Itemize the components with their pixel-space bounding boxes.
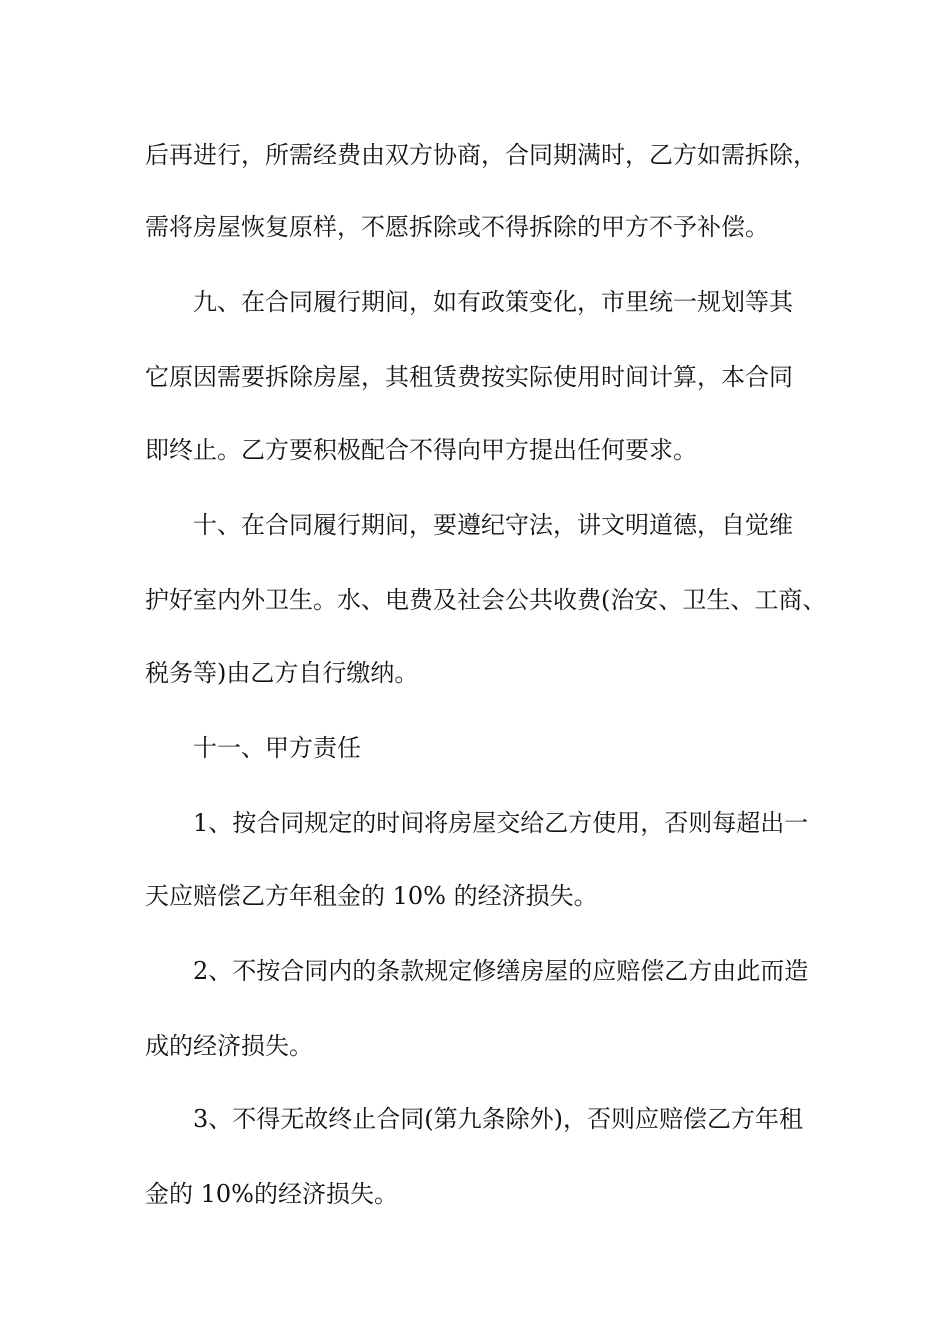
text-line: 金的 10%的经济损失。 (145, 1180, 398, 1208)
text-line: 成的经济损失。 (145, 1032, 313, 1060)
item-3-line: 3、不得无故终止合同(第九条除外)，否则应赔偿乙方年租 (193, 1105, 803, 1133)
text-line: 需将房屋恢复原样，不愿拆除或不得拆除的甲方不予补偿。 (145, 213, 769, 241)
text-line: 天应赔偿乙方年租金的 10% 的经济损失。 (145, 882, 598, 910)
text-line: 它原因需要拆除房屋，其租赁费按实际使用时间计算，本合同 (145, 363, 793, 391)
text-line: 税务等)由乙方自行缴纳。 (145, 659, 419, 687)
section-heading: 十一、甲方责任 (193, 734, 361, 762)
item-2-line: 2、不按合同内的条款规定修缮房屋的应赔偿乙方由此而造 (193, 957, 809, 985)
clause-10-line: 十、在合同履行期间，要遵纪守法，讲文明道德，自觉维 (193, 511, 793, 539)
item-1-line: 1、按合同规定的时间将房屋交给乙方使用，否则每超出一 (193, 809, 809, 837)
clause-9-line: 九、在合同履行期间，如有政策变化，市里统一规划等其 (193, 288, 793, 316)
text-line: 后再进行，所需经费由双方协商，合同期满时，乙方如需拆除， (145, 141, 817, 169)
text-line: 即终止。乙方要积极配合不得向甲方提出任何要求。 (145, 436, 697, 464)
text-line: 护好室内外卫生。水、电费及社会公共收费(治安、卫生、工商、 (145, 586, 827, 614)
